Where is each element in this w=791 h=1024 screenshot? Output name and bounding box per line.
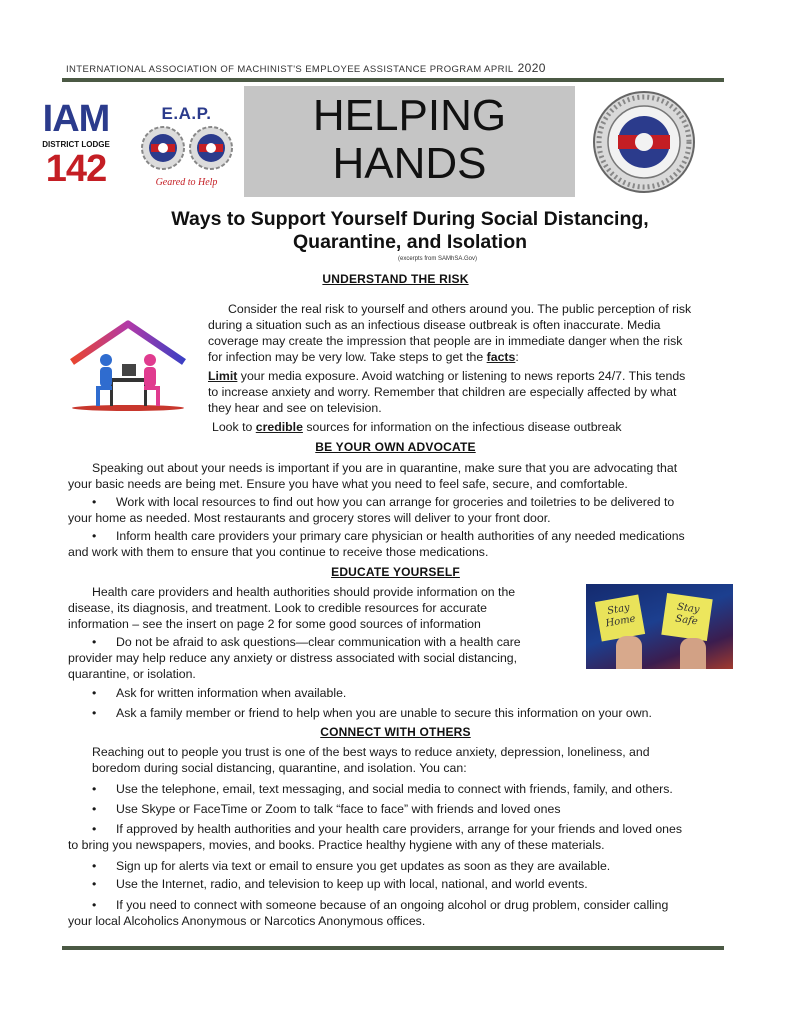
connect-bullet-2: [92, 801, 560, 817]
eap-logo-title: E.A.P.: [161, 104, 212, 123]
bullet-glyph: •: [92, 529, 97, 543]
facts-colon: :: [515, 350, 519, 364]
advocate-bullet-2-line-1: [92, 528, 685, 544]
educate-para-line-2: disease, its diagnosis, and treatment. Look to credible resources for accurate: [68, 601, 488, 615]
bullet-glyph: •: [92, 706, 97, 720]
heading-connect-with-others: CONNECT WITH OTHERS: [320, 725, 471, 739]
limit-line-1-text: your media exposure. Avoid watching or listening to news reports 24/7. This tends: [237, 369, 686, 383]
educate-bullet-2-text: Ask for written information when available.: [116, 686, 347, 700]
educate-bullet-1-line-1: [92, 634, 521, 650]
heading-educate-yourself: EDUCATE YOURSELF: [331, 565, 460, 579]
top-rule: [62, 78, 724, 82]
facts-keyword: facts: [486, 350, 516, 364]
bottom-rule: [62, 946, 724, 950]
connect-bullet-4-text: Sign up for alerts via text or email to ensure you get updates as soon as they are available.: [116, 859, 611, 873]
look-to-text: Look to: [212, 420, 256, 434]
title-line-1: Ways to Support Yourself During Social Distancing,: [171, 208, 649, 230]
iam-logo-text: IAM: [42, 98, 110, 140]
look-to-rest: sources for information on the infectious disease outbreak: [302, 420, 622, 434]
educate-para-line-1: Health care providers and health authorities should provide information on the: [92, 585, 516, 599]
connect-bullet-1-text: Use the telephone, email, text messaging, and social media to connect with friends, family, and others.: [116, 782, 673, 796]
bullet-glyph: •: [92, 782, 97, 796]
limit-line-2: to increase anxiety and worry. Remember that children are especially affected by what: [208, 385, 677, 399]
bullet-glyph: •: [92, 495, 97, 509]
educate-bullet-1-line-2: provider may help reduce any anxiety or distress associated with social distancing,: [68, 651, 518, 665]
source-note: (excerpts from SAMhSA.Gov): [398, 256, 478, 262]
connect-bullet-6-text: If you need to connect with someone because of an ongoing alcohol or drug problem, consider calling: [116, 898, 669, 912]
bullet-glyph: •: [92, 802, 97, 816]
iam-lodge-number: 142: [45, 148, 107, 190]
note-stay-2: Stay: [676, 601, 701, 616]
limit-line-1: [208, 368, 685, 384]
connect-bullet-1: [92, 781, 673, 797]
educate-bullet-1-line-3: quarantine, or isolation.: [68, 667, 196, 681]
stay-safe-note: [661, 593, 712, 641]
eap-logo: [134, 104, 239, 188]
connect-bullet-3-line-1: [92, 821, 682, 837]
banner-line-1: HELPING: [312, 91, 507, 140]
educate-bullet-1-text: Do not be afraid to ask questions—clear communication with a health care: [116, 635, 521, 649]
iam-lodge-text: DISTRICT LODGE: [42, 140, 110, 149]
advocate-para-line-2: your basic needs are being met. Ensure you have what you need to feel safe, secure, and comfortable.: [68, 477, 628, 491]
iam-seal-icon: [592, 90, 696, 194]
stay-home-note: [595, 594, 645, 641]
bullet-glyph: •: [92, 859, 97, 873]
hand-left: [616, 636, 642, 669]
heading-be-your-own-advocate: BE YOUR OWN ADVOCATE: [315, 440, 476, 454]
connect-bullet-5: [92, 876, 588, 892]
connect-para-line-1: Reaching out to people you trust is one of the best ways to reduce anxiety, depression, loneliness, and: [92, 745, 650, 759]
bullet-glyph: •: [92, 877, 97, 891]
banner-line-2: HANDS: [332, 139, 487, 188]
understand-para-line-4: [208, 349, 519, 365]
limit-line-3: they hear and see on television.: [208, 401, 382, 415]
eap-tagline: Geared to Help: [155, 177, 218, 188]
credible-keyword: credible: [255, 420, 303, 434]
home-office-illustration-icon: [66, 318, 190, 414]
limit-keyword: Limit: [208, 369, 238, 383]
connect-bullet-2-text: Use Skype or FaceTime or Zoom to talk “face to face” with friends and loved ones: [116, 802, 561, 816]
note-safe: Safe: [674, 613, 699, 628]
stay-home-stay-safe-photo: [586, 584, 733, 669]
bullet-glyph: •: [92, 822, 97, 836]
bullet-glyph: •: [92, 635, 97, 649]
newsletter-header: [66, 61, 546, 75]
understand-para-line-4-text: for infection may be very low. Take steps to get the: [208, 350, 487, 364]
advocate-bullet-2-line-2: and work with them to ensure that you continue to receive those medications.: [68, 545, 489, 559]
connect-bullet-6-line-2: your local Alcoholics Anonymous or Narcotics Anonymous offices.: [68, 914, 426, 928]
educate-para-line-3: information – see the insert on page 2 for some good sources of information: [68, 617, 481, 631]
advocate-bullet-1-text: Work with local resources to find out how you can arrange for groceries and toiletries to be delivered to: [116, 495, 675, 509]
educate-bullet-2: [92, 685, 346, 701]
understand-para-line-3: coverage may create the impression that people are in immediate danger when the risk: [208, 334, 683, 348]
connect-bullet-6-line-1: [92, 897, 668, 913]
advocate-bullet-2-text: Inform health care providers your primary care physician or health authorities of any needed medications: [116, 529, 685, 543]
note-stay-1: Stay: [606, 602, 631, 617]
connect-para-line-2: boredom during social distancing, quarantine, and isolation. You can:: [92, 761, 467, 775]
heading-understand-risk: UNDERSTAND THE RISK: [322, 272, 469, 286]
helping-hands-banner: [244, 86, 575, 197]
advocate-para-line-1: Speaking out about your needs is important if you are in quarantine, make sure that you are advocating that: [92, 461, 678, 475]
iam-logo: [36, 100, 116, 189]
connect-bullet-5-text: Use the Internet, radio, and television to keep up with local, national, and world events.: [116, 877, 588, 891]
header-year: 2020: [517, 61, 546, 75]
header-org: INTERNATIONAL ASSOCIATION OF MACHINIST'S EMPLOYEE ASSISTANCE PROGRAM APRIL: [66, 64, 514, 75]
understand-para-line-2: during a situation such as an infectious disease outbreak is often inaccurate. Media: [208, 318, 661, 332]
eap-gear-icon: [137, 124, 237, 172]
understand-para-line-1: Consider the real risk to yourself and others around you. The public perception of risk: [228, 302, 692, 316]
look-to-credible-line: [212, 419, 621, 435]
advocate-bullet-1-line-2: your home as needed. Most restaurants and grocery stores will deliver to your front door.: [68, 511, 551, 525]
title-line-2: Quarantine, and Isolation: [292, 231, 528, 253]
connect-bullet-4: [92, 858, 610, 874]
hand-right: [680, 638, 706, 669]
connect-bullet-3-text: If approved by health authorities and your health care providers, arrange for your friends and loved ones: [116, 822, 682, 836]
article-title: [120, 208, 700, 254]
note-home: Home: [604, 613, 637, 630]
educate-bullet-3-text: Ask a family member or friend to help when you are unable to secure this information on your own.: [116, 706, 652, 720]
bullet-glyph: •: [92, 686, 97, 700]
educate-bullet-3: [92, 705, 652, 721]
advocate-bullet-1-line-1: [92, 494, 674, 510]
bullet-glyph: •: [92, 898, 97, 912]
connect-bullet-3-line-2: to bring you newspapers, movies, and books. Practice healthy hygiene with any of these materials.: [68, 838, 605, 852]
